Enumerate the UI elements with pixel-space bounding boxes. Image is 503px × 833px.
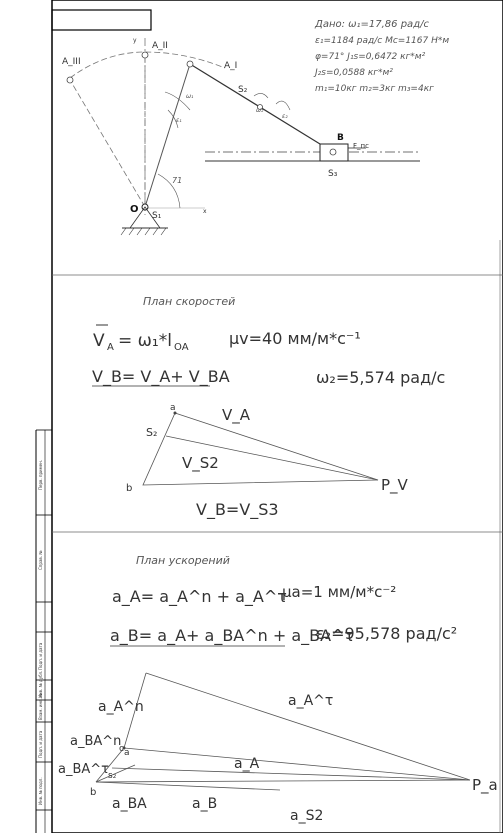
vel-label-a: a	[170, 403, 176, 413]
accel-eq-2: a_B= a_A+ a_BA^n + a_BA^τ	[110, 626, 355, 645]
vel-label-vs2: V_S2	[182, 454, 219, 472]
label-a2: A_II	[152, 41, 168, 51]
label-e2: ε₂	[282, 113, 288, 120]
crank-link	[145, 64, 190, 207]
velocity-triangle	[143, 413, 378, 485]
accel-label-at-a: a_A^τ	[288, 693, 334, 709]
mechanism-diagram	[62, 37, 420, 235]
stamp-cell-5: Взам. инв. №	[38, 692, 43, 720]
vel-label-b: b	[126, 483, 133, 494]
acceleration-plan	[58, 554, 498, 824]
label-b: B	[337, 133, 344, 143]
velocity-eq-1-rhs-sub: OA	[174, 342, 189, 353]
accel-label-a-b: a_B	[192, 796, 218, 812]
velocity-eq-1-rhs: = ω₁*l	[118, 331, 172, 351]
velocity-eq-1-lhs: V	[93, 331, 105, 351]
omega2-arc	[254, 93, 268, 98]
joint-a2	[142, 52, 148, 58]
accel-label-a-s2: a_S2	[290, 808, 324, 824]
joint-a1	[187, 61, 193, 67]
velocity-scale: μv=40 мм/м*с⁻¹	[229, 329, 361, 348]
accel-e2: ε₂=95,578 рад/с²	[316, 624, 458, 643]
label-o: O	[130, 204, 139, 215]
accel-scale: μa=1 мм/м*с⁻²	[282, 583, 397, 601]
given-line-1: Дано: ω₁=17,86 рад/с	[315, 19, 429, 30]
ground-hatching	[121, 228, 166, 235]
accel-plan-title: План ускорений	[136, 554, 230, 567]
accel-label-a: a	[124, 748, 130, 758]
label-s2: S₂	[238, 85, 248, 95]
label-angle: 71	[172, 176, 183, 185]
label-e1: ε₁	[176, 117, 182, 124]
stamp-cell-4: Инв. № дубл.	[38, 670, 43, 698]
given-data-block	[313, 19, 449, 94]
stamp-cell-2: Справ. №	[38, 550, 43, 570]
vector-aba	[96, 782, 280, 790]
velocity-plan	[92, 295, 445, 520]
label-y: y	[133, 37, 137, 44]
accel-label-an-ba: a_BA^n	[70, 734, 122, 749]
accel-eq-1: a_A= a_A^n + a_A^τ	[112, 587, 287, 606]
label-force: F_пс	[353, 142, 369, 150]
given-line-3: φ=71° J₁s=0,6472 кг*м²	[315, 52, 426, 62]
vel-label-pv: P_V	[381, 476, 408, 494]
vector-aa	[124, 748, 470, 780]
vel-label-s2: S₂	[146, 426, 158, 439]
label-x: x	[203, 208, 207, 215]
velocity-w2: ω₂=5,574 рад/с	[316, 368, 446, 387]
side-stamp	[36, 430, 52, 833]
joint-b	[330, 149, 336, 155]
given-line-5: m₁=10кг m₂=3кг m₃=4кг	[315, 84, 434, 94]
accel-label-an-a: a_A^n	[98, 699, 144, 715]
stamp-cell-6: Подп. и дата	[38, 730, 43, 758]
title-corner-box	[52, 10, 151, 30]
velocity-plan-title: План скоростей	[143, 295, 236, 308]
velocity-eq-1-sub: A	[107, 342, 114, 353]
vector-aa-n	[146, 673, 470, 780]
given-line-4: J₂s=0,0588 кг*м²	[315, 68, 393, 78]
accel-label-a-a: a_A	[234, 756, 260, 772]
accel-label-s2: s₂	[108, 771, 117, 781]
vector-as2	[112, 768, 470, 780]
label-s3: S₃	[328, 169, 338, 179]
accel-label-pa: P_a	[472, 776, 498, 794]
label-s1: S₁	[152, 211, 162, 221]
label-w1: ω₁	[186, 93, 194, 100]
label-w2: ω₂	[256, 107, 264, 114]
given-line-2: ε₁=1184 рад/с Mc=1167 Н*м	[315, 36, 450, 46]
vel-label-va: V_A	[222, 406, 251, 424]
vector-ab	[96, 780, 470, 782]
epsilon2-arc	[276, 101, 290, 110]
accel-label-a-ba: a_BA	[112, 796, 147, 812]
stamp-cell-3: Подп. и дата	[38, 642, 43, 670]
joint-a3	[67, 77, 73, 83]
stamp-cell-1: Перв. примен.	[38, 459, 43, 490]
accel-label-b: b	[90, 787, 97, 798]
accel-label-at-ba: a_BA^τ	[58, 762, 109, 777]
velocity-eq-2: V_B= V_A+ V_BA	[92, 367, 230, 386]
accel-label-c: c	[119, 744, 124, 754]
label-a1: A_I	[224, 61, 238, 71]
velocity-eq-3: V_B=V_S3	[196, 500, 279, 519]
label-a3: A_III	[62, 57, 81, 67]
crank-position-3	[70, 80, 145, 207]
stamp-cell-7: Инв. № подл.	[38, 777, 43, 805]
